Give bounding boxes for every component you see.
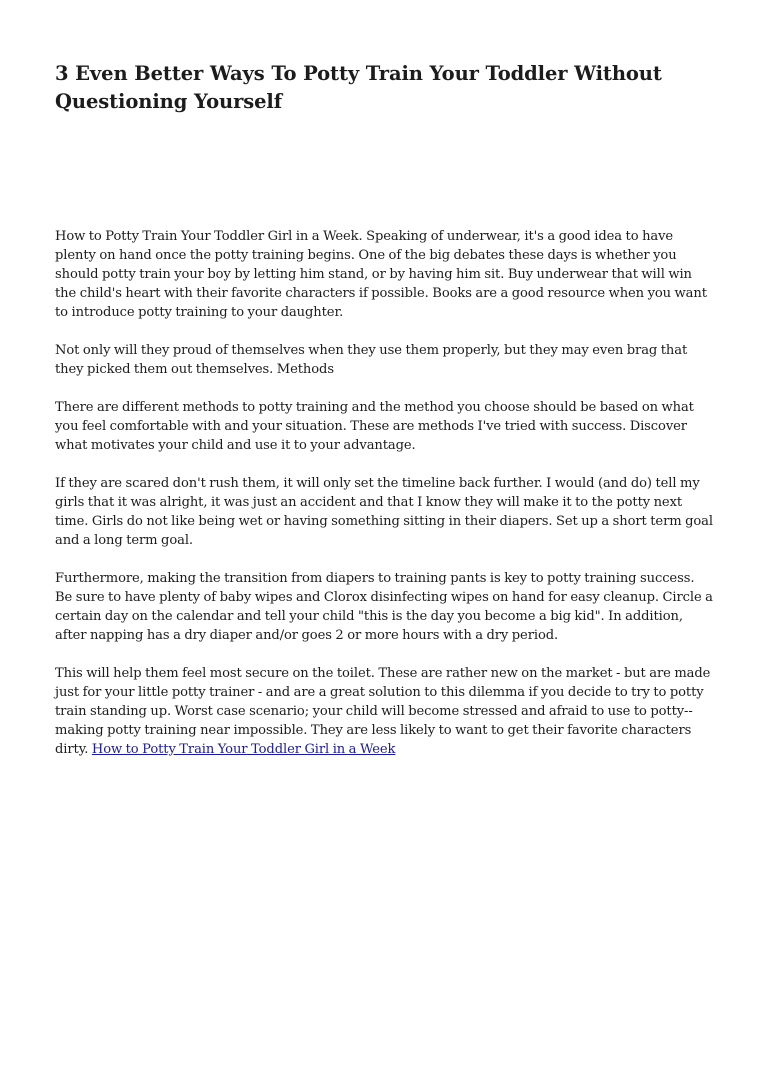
paragraph-6 [55,664,715,759]
page-title: 3 Even Better Ways To Potty Train Your Toddler Without Questioning Yourself [55,62,662,113]
paragraph-3: There are different methods to potty training and the method you choose should be based on what you feel comfortable with and your situation. These are methods I've tried with success. Discover what motivates your child and use it to your advantage. [55,400,694,453]
article-body [55,227,715,778]
paragraph-6-text: This will help them feel most secure on the toilet. These are rather new on the market - but are made just for your little potty trainer - and are a great solution to this dilemma if you decide to try to potty train standing up. Worst case scenario; your child will become stressed and afraid to use to potty-- making potty training near impossible. They are less likely to want to get their favorite characters dirty. [55,666,711,757]
document-page [55,0,715,1087]
paragraph-2: Not only will they proud of themselves when they use them properly, but they may even brag that they picked them out themselves. Methods [55,343,688,377]
article-link[interactable]: How to Potty Train Your Toddler Girl in a Week [91,742,396,757]
paragraph-4: If they are scared don't rush them, it will only set the timeline back further. I would (and do) tell my girls that it was alright, it was just an accident and that I know they will make it to the potty next time. Girls do not like being wet or having something sitting in their diapers. Set up a short term goal and a long term goal. [55,476,713,548]
paragraph-5: Furthermore, making the transition from diapers to training pants is key to potty training success. Be sure to have plenty of baby wipes and Clorox disinfecting wipes on hand for easy cleanup. Circle a certain day on the calendar and tell your child "this is the day you become a big kid". In addition, after napping has a dry diaper and/or goes 2 or more hours with a dry period. [55,571,713,643]
paragraph-1: How to Potty Train Your Toddler Girl in a Week. Speaking of underwear, it's a good idea to have plenty on hand once the potty training begins. One of the big debates these days is whether you should potty train your boy by letting him stand, or by having him sit. Buy underwear that will win the child's heart with their favorite characters if possible. Books are a good resource when you want to introduce potty training to your daughter. [55,229,707,320]
